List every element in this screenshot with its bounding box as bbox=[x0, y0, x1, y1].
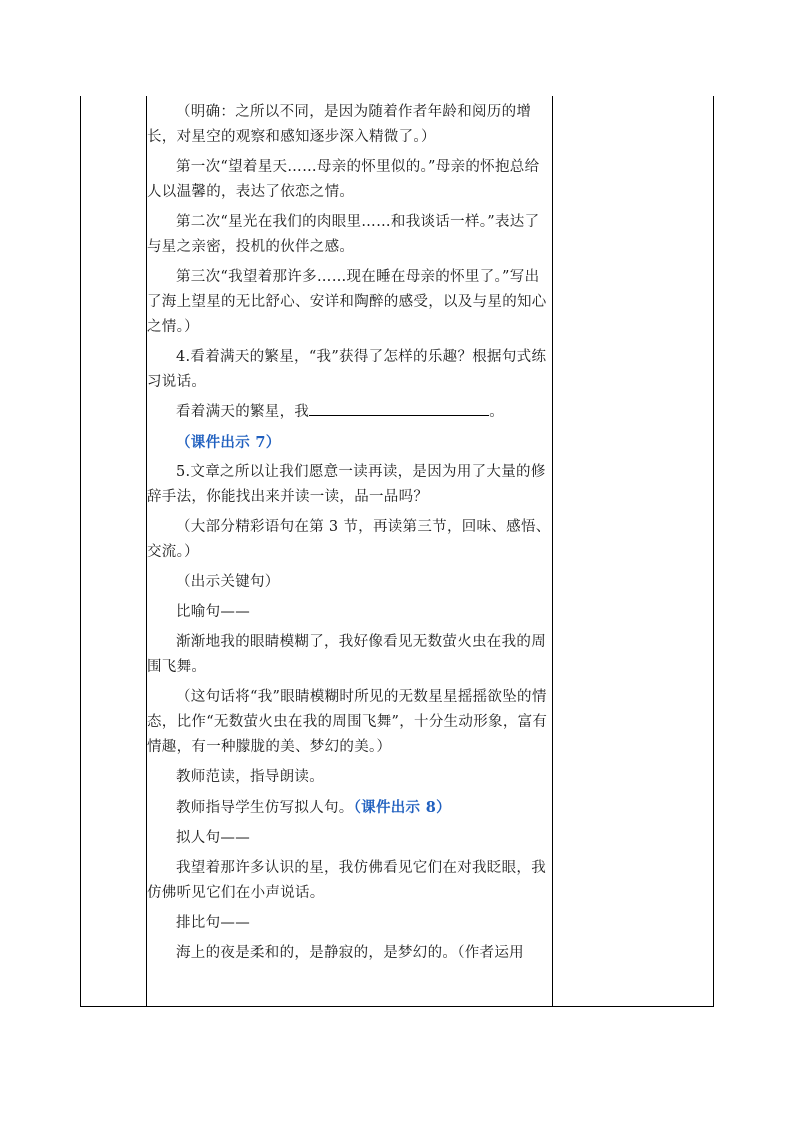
fill-in-prefix: 看着满天的繁星，我 bbox=[176, 404, 310, 420]
question-4: 4.看着满天的繁星，“我”获得了怎样的乐趣？根据句式练习说话。 bbox=[147, 349, 547, 390]
paragraph-third-time: 第三次“我望着那许多……现在睡在母亲的怀里了。”写出了海上望星的无比舒心、安详和陶醉的感受，以及与星的知心之情。） bbox=[147, 269, 547, 335]
table-border-right bbox=[713, 96, 714, 1007]
imitate-text: 教师指导学生仿写拟人句。 bbox=[176, 800, 354, 816]
paragraph-key-sentence: （出示关键句） bbox=[176, 574, 280, 590]
simile-sentence: 渐渐地我的眼睛模糊了，我好像看见无数萤火虫在我的周围飞舞。 bbox=[147, 634, 546, 675]
personification-sentence: 我望着那许多认识的星，我仿佛看见它们在对我眨眼，我仿佛听见它们在小声说话。 bbox=[147, 860, 546, 901]
fill-in-suffix: 。 bbox=[489, 404, 505, 420]
fill-in-blank bbox=[309, 401, 489, 416]
courseware-7: （课件出示 7） bbox=[176, 434, 281, 451]
table-border-bottom bbox=[80, 1006, 714, 1007]
lesson-content bbox=[147, 100, 552, 971]
label-personification: 拟人句—— bbox=[176, 830, 250, 846]
simile-analysis: （这句话将“我”眼睛模糊时所见的无数星星摇摇欲坠的情态，比作“无数萤火虫在我的周围飞舞”，十分生动形象，富有情趣，有一种朦胧的美、梦幻的美。） bbox=[147, 689, 548, 755]
paragraph-clarify: （明确：之所以不同，是因为随着作者年龄和阅历的增长，对星空的观察和感知逐步深入精微了。） bbox=[147, 104, 532, 145]
label-simile: 比喻句—— bbox=[176, 604, 250, 620]
courseware-8: （课件出示 8） bbox=[353, 799, 451, 816]
table-divider-2 bbox=[552, 96, 553, 1007]
question-5: 5.文章之所以让我们愿意一读再读，是因为用了大量的修辞手法，你能找出来并读一读，品一品吗？ bbox=[147, 464, 546, 505]
paragraph-first-time: 第一次“望着星天……母亲的怀里似的。”母亲的怀抱总给人以温馨的，表达了依恋之情。 bbox=[147, 159, 540, 200]
fill-in-line bbox=[147, 400, 552, 425]
paragraph-second-time: 第二次“星光在我们的肉眼里……和我谈话一样。”表达了与星之亲密，投机的伙伴之感。 bbox=[147, 214, 540, 255]
paragraph-imitate bbox=[147, 795, 552, 821]
table-border-left bbox=[80, 96, 81, 1007]
paragraph-teacher-read: 教师范读，指导朗读。 bbox=[176, 769, 324, 785]
label-parallelism: 排比句—— bbox=[176, 915, 250, 931]
paragraph-section-3: （大部分精彩语句在第 3 节，再读第三节，回味、感悟、交流。） bbox=[147, 519, 551, 560]
parallelism-sentence: 海上的夜是柔和的，是静寂的，是梦幻的。（作者运用 bbox=[176, 945, 524, 961]
